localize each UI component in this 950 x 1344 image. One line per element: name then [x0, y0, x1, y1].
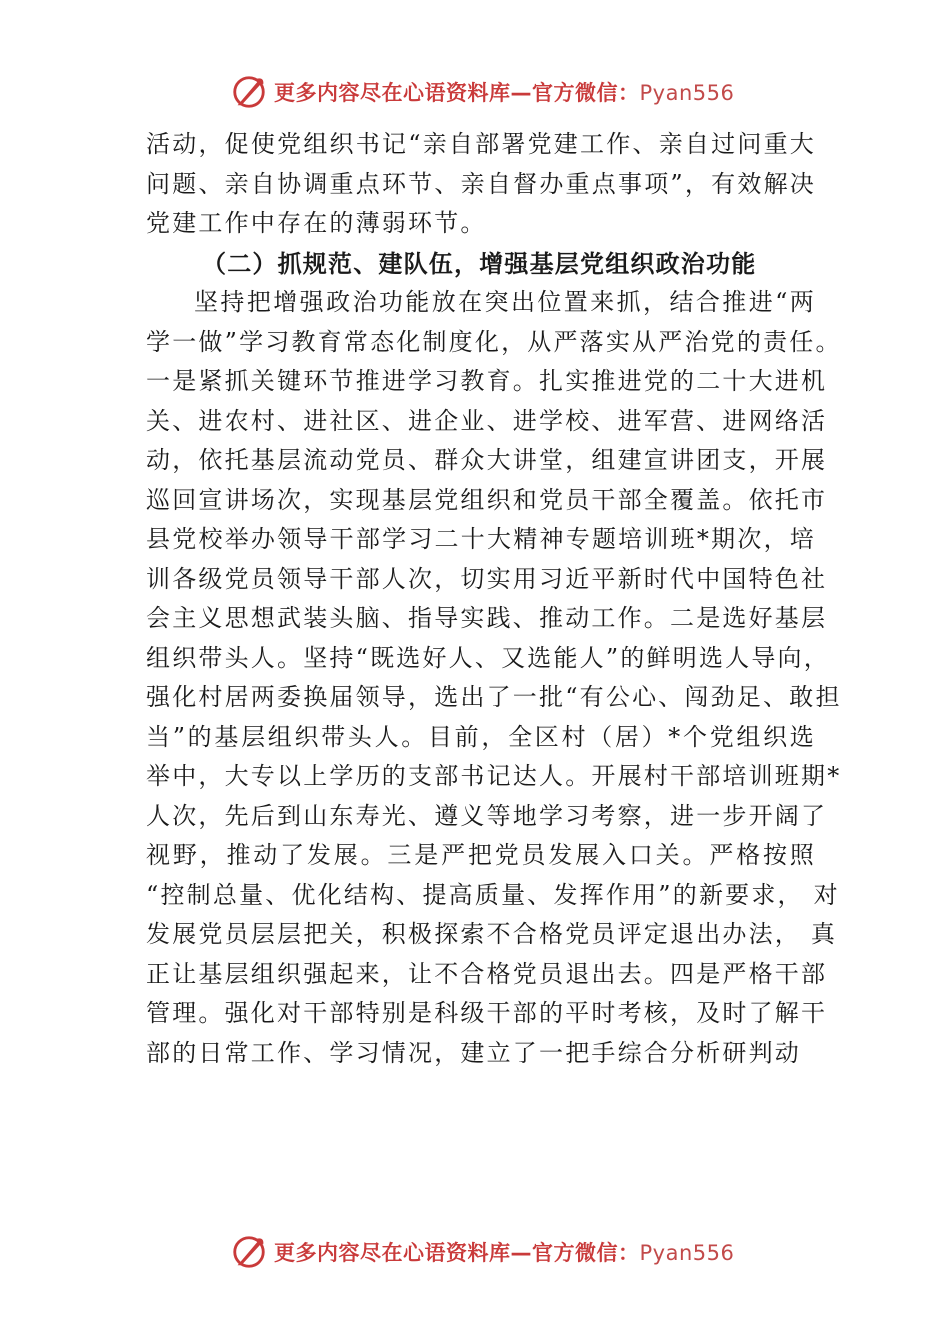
text-line: 发展党员层层把关，积极探索不合格党员评定退出办法， 真 — [146, 920, 838, 948]
section-heading: （二）抓规范、建队伍，增强基层党组织政治功能 — [202, 248, 757, 278]
text-line: 问题、亲自协调重点环节、亲自督办重点事项”，有效解决 — [146, 169, 816, 198]
text-line: 会主义思想武装头脑、指导实践、推动工作。二是选好基层 — [146, 604, 828, 632]
text-line: 举中，大专以上学历的支部书记达人。开展村干部培训班期* — [146, 762, 842, 790]
quill-logo-icon — [230, 73, 268, 111]
text-line: 坚持把增强政治功能放在突出位置来抓，结合推进“两 — [194, 288, 816, 316]
text-line: “控制总量、优化结构、提高质量、发挥作用”的新要求， 对 — [146, 880, 840, 909]
document-body — [146, 125, 842, 1073]
text-line: 管理。强化对干部特别是科级干部的平时考核，及时了解干 — [146, 999, 828, 1027]
text-line: 视野，推动了发展。三是严把党员发展入口关。严格按照 — [146, 841, 816, 869]
text-line: 动，依托基层流动党员、群众大讲堂，组建宣讲团支，开展 — [146, 446, 828, 474]
text-line: 党建工作中存在的薄弱环节。 — [146, 209, 487, 237]
footer-watermark — [230, 1232, 750, 1272]
watermark-id: Pyan556 — [639, 81, 735, 105]
text-line: 人次，先后到山东寿光、遵义等地学习考察，进一步开阔了 — [146, 801, 828, 830]
text-line: 当”的基层组织带头人。目前，全区村（居）*个党组织选 — [146, 722, 816, 751]
text-line: 正让基层组织强起来，让不合格党员退出去。四是严格干部 — [146, 959, 828, 988]
text-line: 关、进农村、进社区、进企业、进学校、进军营、进网络活 — [146, 406, 828, 435]
text-line: 训各级党员领导干部人次，切实用习近平新时代中国特色社 — [146, 564, 828, 593]
header-watermark — [230, 72, 750, 112]
watermark-id: Pyan556 — [639, 1241, 735, 1265]
text-line: 巡回宣讲场次，实现基层党组织和党员干部全覆盖。依托市 — [146, 485, 828, 514]
text-line: 部的日常工作、学习情况，建立了一把手综合分析研判动 — [146, 1038, 801, 1067]
watermark-main: 更多内容尽在心语资料库—官方微信： — [274, 1241, 640, 1265]
watermark-text — [274, 1237, 734, 1267]
watermark-text — [274, 77, 734, 107]
text-line: 强化村居两委换届领导，选出了一批“有公心、闯劲足、敢担 — [146, 683, 842, 711]
text-line: 学一做”学习教育常态化制度化，从严落实从严治党的责任。 — [146, 327, 842, 356]
text-line: 活动，促使党组织书记“亲自部署党建工作、亲自过问重大 — [146, 130, 816, 158]
text-line: 一是紧抓关键环节推进学习教育。扎实推进党的二十大进机 — [146, 367, 828, 395]
watermark-main: 更多内容尽在心语资料库—官方微信： — [274, 81, 640, 105]
quill-logo-icon — [230, 1233, 268, 1271]
text-line: 县党校举办领导干部学习二十大精神专题培训班*期次，培 — [146, 525, 816, 553]
text-line: 组织带头人。坚持“既选好人、又选能人”的鲜明选人导向， — [146, 643, 830, 672]
